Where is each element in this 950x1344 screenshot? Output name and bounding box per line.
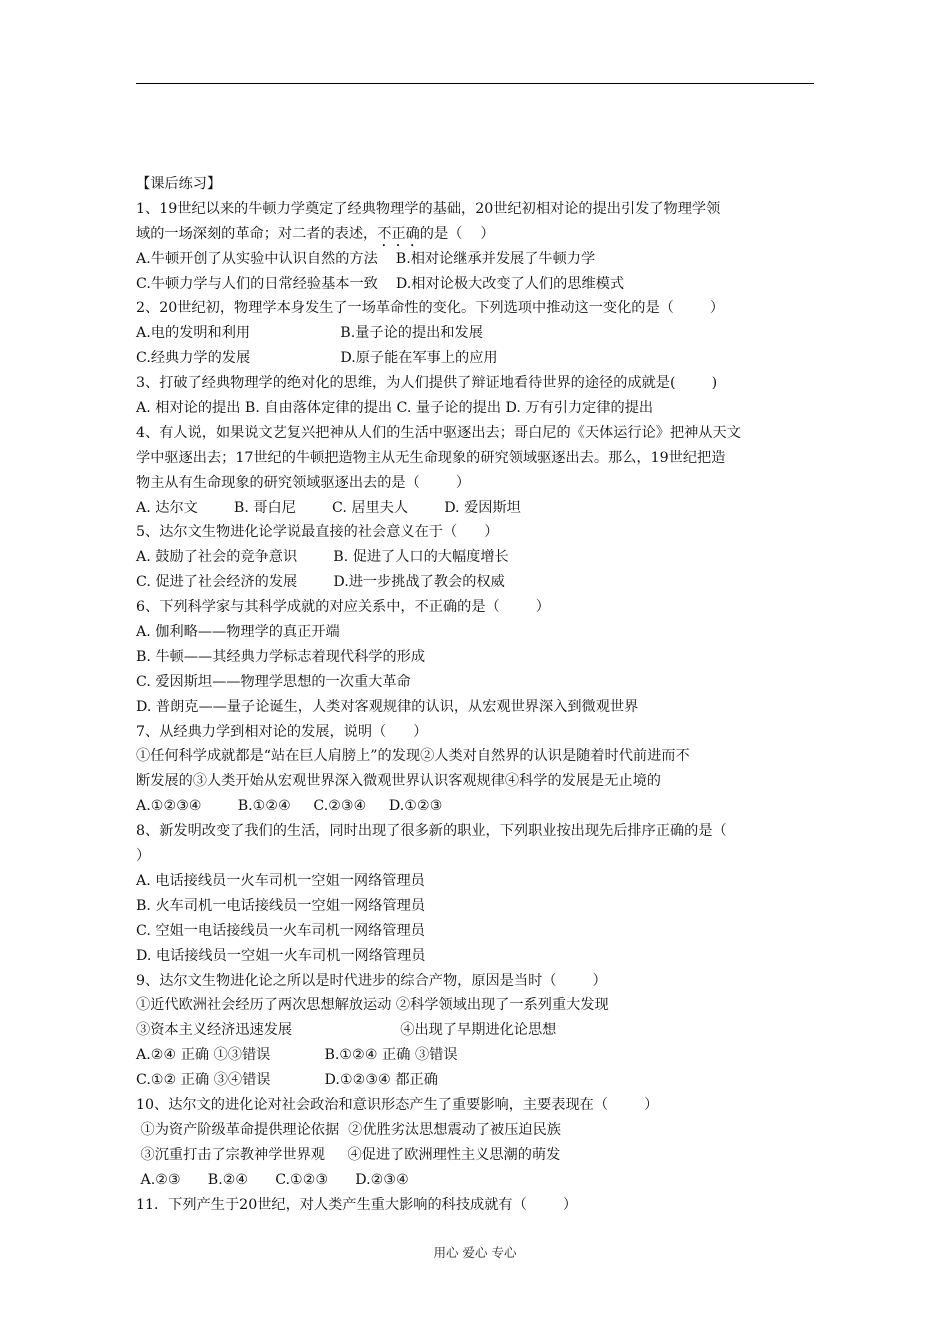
- question-8: [136, 819, 826, 968]
- question-stem-text: 11．下列产生于20世纪，对人类产生重大影响的科技成就有（ ）: [136, 1196, 578, 1213]
- question-stem-line: [136, 993, 826, 1018]
- question-2: [136, 296, 826, 371]
- question-7: [136, 720, 826, 820]
- answer-option: A.②④ 正确 ①③错误 B.①②④ 正确 ③错误: [136, 1047, 458, 1064]
- answer-option: D. 电话接线员一空姐一火车司机一网络管理员: [136, 947, 426, 964]
- answer-option: A. 电话接线员一火车司机一空姐一网络管理员: [136, 872, 425, 889]
- emphasized-text: 不正确: [377, 225, 420, 242]
- question-6: [136, 595, 826, 719]
- answer-option: A. 鼓励了社会的竞争意识 B. 促进了人口的大幅度增长: [136, 549, 509, 566]
- answer-option: B. 牛顿——其经典力学标志着现代科学的形成: [136, 648, 426, 665]
- question-stem-text: 10、达尔文的进化论对社会政治和意识形态产生了重要影响，主要表现在（ ）: [136, 1096, 659, 1113]
- question-stem-text: 物主从有生命现象的研究领域驱逐出去的是（ ）: [136, 474, 471, 491]
- question-stem-text: 1、19世纪以来的牛顿力学奠定了经典物理学的基础，20世纪初相对论的提出引发了物理学领: [136, 200, 721, 217]
- answer-option: A. 相对论的提出 B. 自由落体定律的提出 C. 量子论的提出 D. 万有引力定律的提出: [136, 400, 654, 417]
- answer-option: C. 空姐一电话接线员一火车司机一网络管理员: [136, 922, 425, 939]
- question-stem-text: 4、有人说，如果说文艺复兴把神从人们的生活中驱逐出去；哥白尼的《天体运行论》把神从天文: [136, 424, 741, 441]
- question-stem-line: [136, 819, 826, 844]
- answer-option: C.牛顿力学与人们的日常经验基本一致 D.相对论极大改变了人们的思维模式: [136, 275, 625, 292]
- question-11: [136, 1193, 826, 1218]
- answer-option: C.经典力学的发展 D.原子能在军事上的应用: [136, 350, 498, 367]
- question-1: [136, 197, 826, 297]
- exercise-content: [136, 172, 826, 1217]
- question-stem-line: [136, 1118, 826, 1143]
- answer-option: A. 达尔文 B. 哥白尼 C. 居里夫人 D. 爱因斯坦: [136, 499, 521, 516]
- question-stem-line: [136, 720, 826, 745]
- question-stem-line: [136, 222, 826, 247]
- section-title: 【课后练习】: [136, 176, 222, 192]
- answer-option: A.电的发明和利用 B.量子论的提出和发展: [136, 325, 483, 342]
- question-stem-line: [136, 1143, 826, 1168]
- question-stem-text: ①为资产阶级革命提供理论依据 ②优胜劣汰思想震动了被压迫民族: [136, 1121, 561, 1138]
- question-stem-line: [136, 1093, 826, 1118]
- question-stem-text: 7、从经典力学到相对论的发展，说明（ ）: [136, 723, 428, 740]
- question-stem-line: [136, 371, 826, 396]
- question-stem-tail: 的是（ ）: [419, 225, 495, 242]
- answer-option: A.②③ B.②④ C.①②③ D.②③④: [136, 1171, 409, 1188]
- answer-option: C.①② 正确 ③④错误 D.①②③④ 都正确: [136, 1072, 438, 1089]
- question-stem-line: [136, 769, 826, 794]
- question-10: [136, 1093, 826, 1193]
- question-stem-text: ③资本主义经济迅速发展 ④出现了早期进化论思想: [136, 1022, 557, 1039]
- question-stem-line: [136, 421, 826, 446]
- question-stem-text: ）: [136, 848, 151, 865]
- question-stem-text: 3、打破了经典物理学的绝对化的思维，为人们提供了辩证地看待世界的途径的成就是( ): [136, 375, 718, 392]
- question-4: [136, 421, 826, 521]
- question-stem-line: [136, 1018, 826, 1043]
- answer-option: C. 爱因斯坦——物理学思想的一次重大革命: [136, 673, 411, 690]
- question-stem-line: [136, 595, 826, 620]
- header-rule: [136, 83, 814, 84]
- question-stem-line: [136, 520, 826, 545]
- question-stem-text: 9、达尔文生物进化论之所以是时代进步的综合产物，原因是当时（ ）: [136, 972, 607, 989]
- question-stem-text: ③沉重打击了宗教神学世界观 ④促进了欧洲理性主义思潮的萌发: [136, 1146, 561, 1163]
- answer-option: A. 伽利略——物理学的真正开端: [136, 624, 340, 641]
- question-stem-line: [136, 197, 826, 222]
- question-stem-line: [136, 844, 826, 869]
- question-stem-line: [136, 296, 826, 321]
- question-stem-text: 域的一场深刻的革命；对二者的表述，: [136, 225, 378, 242]
- page-footer: 用心 爱心 专心: [433, 1245, 517, 1260]
- question-stem-text: ①近代欧洲社会经历了两次思想解放运动 ②科学领域出现了一系列重大发现: [136, 997, 609, 1014]
- question-stem-line: [136, 1193, 826, 1218]
- question-stem-text: 断发展的③人类开始从宏观世界深入微观世界认识客观规律④科学的发展是无止境的: [136, 773, 661, 790]
- question-stem-text: 8、新发明改变了我们的生活，同时出现了很多新的职业，下列职业按出现先后排序正确的是（: [136, 823, 727, 840]
- answer-option: A.牛顿开创了从实验中认识自然的方法 B.相对论继承并发展了牛顿力学: [136, 250, 596, 267]
- question-5: [136, 520, 826, 595]
- question-stem-text: 2、20世纪初，物理学本身发生了一场革命性的变化。下列选项中推动这一变化的是（ ）: [136, 300, 725, 317]
- question-stem-line: [136, 446, 826, 471]
- question-stem-line: [136, 744, 826, 769]
- question-stem-text: 5、达尔文生物进化论学说最直接的社会意义在于（ ）: [136, 524, 499, 541]
- question-stem-text: 学中驱逐出去；17世纪的牛顿把造物主从无生命现象的研究领域驱逐出去。那么，19世纪把造: [136, 449, 726, 466]
- question-stem-line: [136, 969, 826, 994]
- question-stem-text: ①任何科学成就都是“站在巨人肩膀上”的发现②人类对自然界的认识是随着时代前进而不: [136, 748, 690, 765]
- answer-option: B. 火车司机一电话接线员一空姐一网络管理员: [136, 897, 426, 914]
- answer-option: A.①②③④ B.①②④ C.②③④ D.①②③: [136, 798, 443, 815]
- question-stem-line: [136, 471, 826, 496]
- question-9: [136, 969, 826, 1093]
- question-stem-text: 6、下列科学家与其科学成就的对应关系中，不正确的是（ ）: [136, 599, 550, 616]
- answer-option: D. 普朗克——量子论诞生，人类对客观规律的认识，从宏观世界深入到微观世界: [136, 698, 639, 715]
- answer-option: C. 促进了社会经济的发展 D.进一步挑战了教会的权威: [136, 574, 505, 591]
- question-3: [136, 371, 826, 421]
